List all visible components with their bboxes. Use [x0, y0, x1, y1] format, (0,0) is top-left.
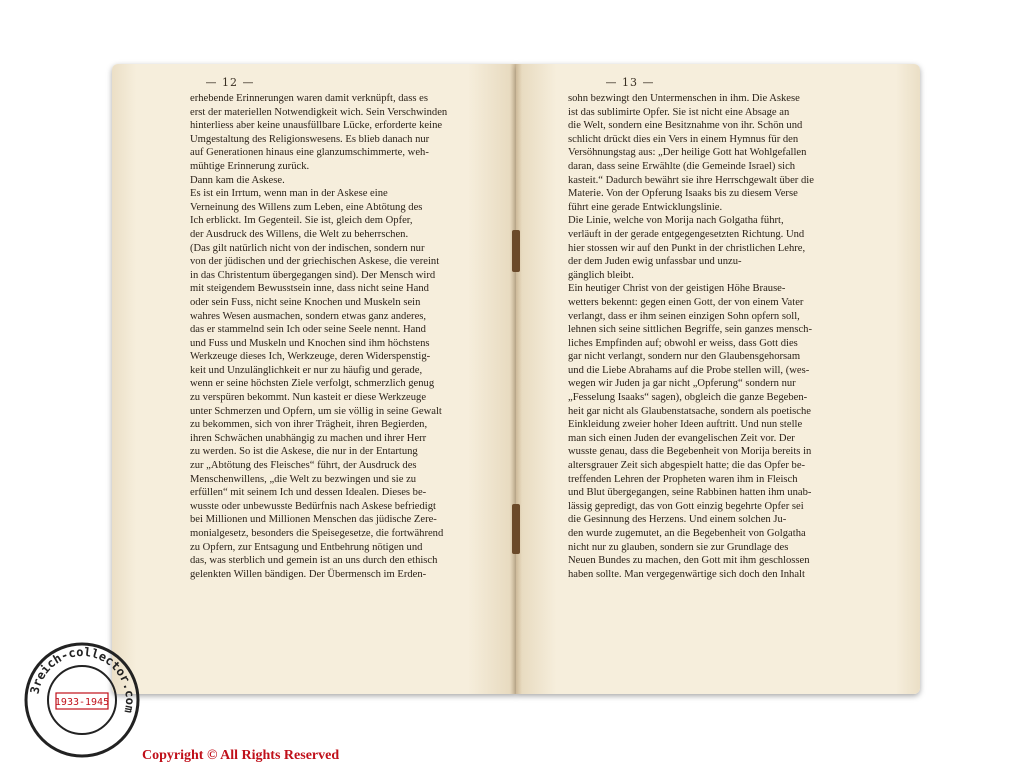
right-page-text: [568, 92, 840, 581]
copyright-notice: Copyright © All Rights Reserved: [142, 748, 340, 763]
right-line: nicht nur zu glauben, sondern sie zur Grundlage des: [568, 541, 789, 553]
left-line: wahres Wesen ausmachen, sondern etwas ganz anderes,: [190, 310, 427, 322]
left-line: keit und Unzulänglichkeit er nur zu häufig und gerade,: [190, 364, 423, 376]
left-line: Ich erblickt. Im Gegenteil. Sie ist, gleich dem Opfer,: [190, 215, 413, 227]
left-line: von der jüdischen und der griechischen Askese, die vereint: [190, 256, 440, 268]
left-line: oder sein Fuss, nicht seine Knochen und Muskeln sein: [190, 296, 421, 308]
left-line: monialgesetz, besonders die Speisegesetze, die fortwährend: [190, 528, 444, 539]
left-line: erst der materiellen Notwendigkeit wich. Sein Verschwinden: [190, 106, 448, 118]
left-line: und Fuss und Muskeln und Knochen sind ihm höchstens: [190, 337, 430, 349]
left-line: mühtige Erinnerung zurück.: [190, 160, 310, 172]
right-line: Ein heutiger Christ von der geistigen Höhe Brause-: [568, 283, 786, 295]
right-line: heit gar nicht als Glaubenstatsache, sondern als poetische: [568, 405, 811, 417]
right-line: kasteit.“ Dadurch bewährt sie ihre Herrschgewalt über die: [568, 174, 814, 186]
right-line: gänglich bleibt.: [568, 269, 634, 281]
right-line: sohn bezwingt den Untermenschen in ihm. Die Askese: [568, 93, 800, 104]
right-line: Einkleidung zweier hoher Ideen auftritt. Und nun stelle: [568, 419, 803, 431]
right-line: der dem Juden ewig unfassbar und unzu-: [568, 256, 742, 268]
right-line: verlangt, dass er ihm seinen einzigen Sohn opfern soll,: [568, 310, 800, 322]
right-line: und Blut übergegangen, seine Rabbinen hatten ihm unab-: [568, 487, 812, 499]
left-line: ihren Schwächen unabhängig zu machen und ihrer Herr: [190, 432, 427, 444]
right-line: wetters bekennt: gegen einen Gott, der von einem Vater: [568, 296, 804, 308]
right-line: lehnen sich seine sittlichen Begriffe, sein ganzes mensch-: [568, 324, 812, 336]
right-line: wegen wir Juden ja gar nicht „Opferung“ sondern nur: [568, 378, 796, 390]
collector-stamp: [22, 640, 142, 760]
right-line: schlicht drückt dies ein Vers in einem Hymnus für den: [568, 133, 799, 145]
right-line: lässig gepredigt, das von Gott einzig begehrte Opfer sei: [568, 500, 804, 512]
staple-bottom: [512, 504, 520, 554]
left-line: Dann kam die Askese.: [190, 174, 285, 186]
right-line: den wurde zugemutet, an die Begebenheit von Golgatha: [568, 528, 806, 539]
right-line: gar nicht verlangt, sondern nur den Glaubensgehorsam: [568, 351, 801, 363]
left-line: (Das gilt natürlich nicht von der indischen, sondern nur: [190, 242, 425, 254]
left-line: zu Opfern, zur Entsagung und Entbehrung nötigen und: [190, 541, 423, 553]
left-line: zu werden. So ist die Askese, die nur in der Entartung: [190, 446, 418, 458]
page-number-right: — 13 —: [605, 76, 655, 89]
right-line: haben sollte. Man vergegenwärtige sich doch den Inhalt: [568, 568, 805, 580]
left-line: Menschenwillens, „die Welt zu bezwingen und sie zu: [190, 473, 417, 485]
stamp-date-text: 1933-1945: [54, 697, 110, 708]
left-line: Umgestaltung des Religionswesens. Es blieb danach nur: [190, 133, 430, 145]
left-line: das er stammelnd sein Ich oder seine Seele nennt. Hand: [190, 324, 426, 336]
right-line: ist das sublimirte Opfer. Sie ist nicht eine Absage an: [568, 106, 790, 118]
left-line: erfüllen“ mit seinem Ich und dessen Idealen. Dieses be-: [190, 487, 427, 499]
left-line: zu verspüren bekommt. Nun kasteit er diese Werkzeuge: [190, 392, 427, 404]
left-line: gelenkten Willen bändigen. Der Übermensch im Erden-: [190, 568, 427, 580]
right-line: daran, dass seine Erwählte (die Gemeinde Israel) sich: [568, 160, 796, 172]
right-line: altersgrauer Zeit sich abgespielt hatte; die das Opfer be-: [568, 460, 806, 472]
left-line: mit steigendem Bewusstsein inne, dass nicht seine Hand: [190, 283, 429, 295]
left-line: der Ausdruck des Willens, die Welt zu beherrschen.: [190, 228, 409, 240]
page-number-left: — 12 —: [205, 76, 255, 89]
left-line: hinterliess aber keine unausfüllbare Lücke, erforderte keine: [190, 120, 443, 132]
stamp-ring-text: 3reich-collector.com: [27, 644, 138, 715]
left-line: unter Schmerzen und Opfern, um sie völlig in seine Gewalt: [190, 405, 442, 417]
right-line: Materie. Von der Opferung Isaaks bis zu diesem Verse: [568, 188, 798, 200]
right-line: liches Empfinden auf; obwohl er weiss, dass Gott dies: [568, 337, 798, 349]
staple-top: [512, 230, 520, 272]
left-line: erhebende Erinnerungen waren damit verknüpft, dass es: [190, 93, 428, 104]
left-line: Verneinung des Willens zum Leben, eine Abtötung des: [190, 201, 423, 213]
right-line: „Fesselung Isaaks“ sagen), obgleich die ganze Begeben-: [568, 392, 808, 404]
left-line: zu bekommen, sich von ihrer Trägheit, ihren Begierden,: [190, 419, 428, 431]
left-line: zur „Abtötung des Fleisches“ führt, der Ausdruck des: [190, 460, 417, 472]
left-line: wusste oder unbewusste Bedürfnis nach Askese befriedigt: [190, 500, 436, 512]
right-line: treffenden Lehren der Propheten waren ihm in Fleisch: [568, 473, 798, 485]
left-page-text: [190, 92, 462, 581]
left-line: Werkzeuge dieses Ich, Werkzeuge, deren Widerspenstig-: [190, 351, 431, 363]
left-line: Es ist ein Irrtum, wenn man in der Askese eine: [190, 188, 388, 200]
left-line: das, was sterblich und gemein ist an uns durch den ethisch: [190, 555, 438, 567]
left-line: wenn er seine höchsten Ziele verfolgt, schmerzlich genug: [190, 378, 435, 390]
right-line: die Welt, sondern eine Besitznahme von ihr. Schön und: [568, 120, 803, 132]
right-line: man sich einen Juden der evangelischen Zeit vor. Der: [568, 432, 795, 444]
right-line: verläuft in der gerade entgegengesetzten Richtung. Und: [568, 228, 805, 240]
left-line: auf Generationen hinaus eine glanzumschimmerte, weh-: [190, 147, 429, 159]
left-line: in das Christentum übergegangen sind). Der Mensch wird: [190, 269, 436, 281]
left-line: bei Millionen und Millionen Menschen das jüdische Zere-: [190, 514, 437, 526]
right-line: Neuen Bundes zu machen, den Gott mit ihm geschlossen: [568, 555, 810, 567]
right-line: die Gesinnung des Herzens. Und einem solchen Ju-: [568, 514, 787, 526]
right-line: und die Liebe Abrahams auf die Probe stellen will, (wes-: [568, 364, 810, 376]
right-line: wusste genau, dass die Begebenheit von Morija bereits in: [568, 446, 812, 458]
right-line: Versöhnungstag aus: „Der heilige Gott hat Wohlgefallen: [568, 147, 807, 159]
book-gutter: [510, 64, 522, 694]
right-line: Die Linie, welche von Morija nach Golgatha führt,: [568, 215, 784, 227]
right-line: führt eine gerade Entwicklungslinie.: [568, 201, 723, 213]
right-line: hier stossen wir auf den Punkt in der christlichen Lehre,: [568, 242, 806, 254]
